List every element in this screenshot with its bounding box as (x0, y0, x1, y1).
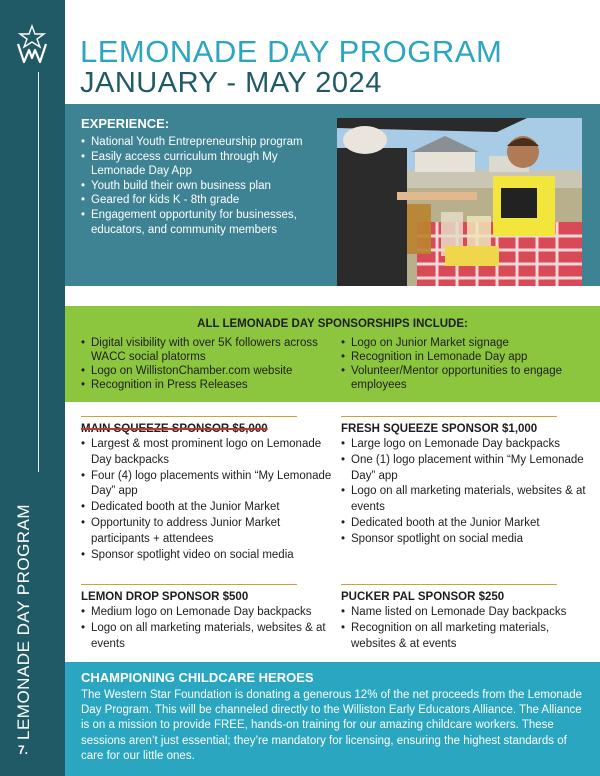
tier-name-pucker-pal: PUCKER PAL SPONSOR $250 (341, 591, 505, 603)
tier-divider (341, 584, 557, 585)
list-item: • Recognition on all marketing materials, websites & at events (341, 621, 596, 653)
tier-name-lemon-drop: LEMON DROP SPONSOR $500 (81, 591, 249, 603)
sponsorships-right-list (341, 336, 591, 392)
list-item: • Four (4) logo placements within “My Lemonade Day” app (81, 469, 336, 501)
list-item: • One (1) logo placement within “My Lemonade Day” app (341, 453, 596, 485)
star-w-logo-icon (14, 24, 50, 66)
tier-divider (81, 416, 297, 417)
tier-name-fresh-squeeze: FRESH SQUEEZE SPONSOR $1,000 (341, 423, 538, 435)
list-item: • Sponsor spotlight video on social media (81, 548, 336, 564)
championing-heading: CHAMPIONING CHILDCARE HEROES (81, 670, 314, 685)
list-item: • Digital visibility with over 5K followers across WACC social platorms (81, 336, 331, 364)
page-number: 7. (18, 743, 29, 757)
list-item: • Largest & most prominent logo on Lemonade Day backpacks (81, 437, 336, 469)
list-item: • Sponsor spotlight on social media (341, 532, 596, 548)
tier-divider (81, 584, 297, 585)
tier-benefits-list (81, 437, 336, 563)
tier-fresh-squeeze (341, 416, 596, 548)
list-item: • Large logo on Lemonade Day backpacks (341, 437, 596, 453)
list-item: • Recognition in Press Releases (81, 378, 331, 392)
tier-name-main-squeeze: MAIN SQUEEZE SPONSOR $5,000 (81, 423, 268, 435)
page-title: LEMONADE DAY PROGRAM (80, 34, 503, 69)
sponsorships-include-section (65, 306, 600, 402)
tier-pucker-pal (341, 584, 596, 652)
championing-body: The Western Star Foundation is donating a generous 12% of the net proceeds from the Lemonade Day Program. This will be channeled directly to the Williston Early Educators Alliance. The Alliance is on a mission to provide FREE, hands-on training for our amazing childcare workers. These sessions aren’t just essential; they’re mandatory for licensing, ensuring the highest standards of care for our little ones. (81, 689, 582, 762)
experience-section (65, 104, 600, 286)
tier-benefits-list (81, 605, 336, 652)
list-item: • Youth build their own business plan (81, 179, 331, 194)
experience-list (81, 135, 331, 237)
tier-lemon-drop (81, 584, 336, 652)
lemonade-stand-photo (337, 118, 582, 286)
list-item: • Logo on WillistonChamber.com website (81, 364, 331, 378)
tier-benefits-list (341, 605, 596, 652)
list-item: • National Youth Entrepreneurship program (81, 135, 331, 150)
sidebar-divider-line (38, 72, 39, 472)
sponsorships-left-list (81, 336, 331, 392)
sponsorships-heading: ALL LEMONADE DAY SPONSORSHIPS INCLUDE: (197, 318, 468, 330)
list-item: • Logo on Junior Market signage (341, 336, 591, 350)
experience-heading: EXPERIENCE: (81, 116, 170, 131)
list-item: • Logo on all marketing materials, websites & at events (341, 484, 596, 516)
tier-divider (341, 416, 557, 417)
list-item: • Geared for kids K - 8th grade (81, 193, 331, 208)
page-subtitle-dates: JANUARY - MAY 2024 (80, 67, 382, 99)
list-item: • Dedicated booth at the Junior Market (341, 516, 596, 532)
list-item: • Volunteer/Mentor opportunities to engage employees (341, 364, 591, 392)
tier-main-squeeze (81, 416, 336, 563)
list-item: • Logo on all marketing materials, websites & at events (81, 621, 336, 653)
list-item: • Medium logo on Lemonade Day backpacks (81, 605, 336, 621)
championing-section (65, 662, 600, 776)
sidebar (0, 0, 65, 776)
list-item: • Engagement opportunity for businesses, educators, and community members (81, 208, 331, 237)
list-item: • Name listed on Lemonade Day backpacks (341, 605, 596, 621)
tier-benefits-list (341, 437, 596, 548)
list-item: • Recognition in Lemonade Day app (341, 350, 591, 364)
sidebar-vertical-title: LEMONADE DAY PROGRAM (14, 503, 33, 740)
list-item: • Easily access curriculum through My Lemonade Day App (81, 150, 331, 179)
list-item: • Opportunity to address Junior Market participants + attendees (81, 516, 336, 548)
list-item: • Dedicated booth at the Junior Market (81, 500, 336, 516)
